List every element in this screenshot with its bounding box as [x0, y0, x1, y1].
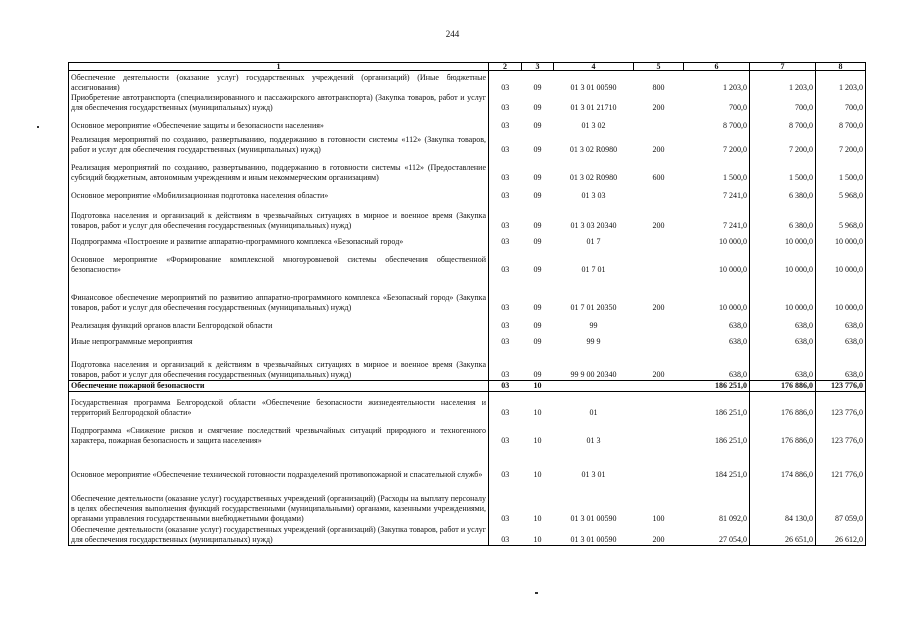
subsection-code: 09 — [533, 102, 542, 112]
subsection-code: 09 — [533, 336, 542, 346]
row-description: Реализация мероприятий по созданию, развертыванию, поддержанию в готовности системы «112» (Закупка товаров, работ и услуг для обеспечения государственных (муниципальных) нужд) — [69, 131, 489, 155]
section-code: 03 — [501, 513, 510, 523]
amount-year-1: 7 241,0 — [684, 201, 750, 231]
amount-year-1: 186 251,0 — [684, 381, 750, 392]
table-row — [69, 231, 866, 247]
section-code: 03 — [501, 172, 510, 182]
target-article-code: 01 — [589, 407, 598, 417]
amount-year-1: 638,0 — [684, 347, 750, 381]
amount-year-3: 638,0 — [816, 331, 866, 347]
amount-year-3: 5 968,0 — [816, 201, 866, 231]
page-number: 244 — [445, 29, 460, 39]
table-row — [69, 524, 866, 546]
expense-type-code: 200 — [652, 102, 665, 112]
row-description: Основное мероприятие «Мобилизационная подготовка населения области» — [69, 183, 489, 201]
amount-year-2: 1 500,0 — [750, 155, 816, 183]
subsection-code: 09 — [533, 220, 542, 230]
row-description: Обеспечение деятельности (оказание услуг) государственных учреждений (организаций) (Закупка товаров, работ и услуг для обеспечения государственных (муниципальных) нужд) — [69, 524, 489, 546]
amount-year-1: 700,0 — [684, 93, 750, 113]
target-article-code: 01 3 01 00590 — [570, 82, 617, 92]
amount-year-2: 176 886,0 — [750, 418, 816, 446]
subsection-code: 09 — [533, 144, 542, 154]
subsection-code: 10 — [522, 381, 554, 392]
scan-speck — [535, 592, 538, 594]
amount-year-3: 1 203,0 — [816, 71, 866, 93]
expense-type-code: 200 — [652, 302, 665, 312]
expense-type-code — [634, 231, 684, 247]
section-code: 03 — [501, 320, 510, 330]
target-article-code: 01 3 03 — [581, 190, 606, 200]
table-row — [69, 347, 866, 381]
expense-type-code: 100 — [652, 513, 665, 523]
column-header: 7 — [750, 63, 816, 71]
expense-type-code: 200 — [652, 144, 665, 154]
table-row — [69, 418, 866, 446]
expense-type-code — [634, 418, 684, 446]
subsection-code: 09 — [533, 82, 542, 92]
row-description: Обеспечение пожарной безопасности — [69, 381, 489, 392]
table-row — [69, 93, 866, 113]
amount-year-2: 638,0 — [750, 313, 816, 331]
amount-year-2: 10 000,0 — [750, 247, 816, 275]
amount-year-3: 87 059,0 — [816, 480, 866, 524]
table-body — [69, 71, 866, 546]
table-row — [69, 446, 866, 480]
column-number-row — [69, 63, 866, 71]
row-description: Финансовое обеспечение мероприятий по развитию аппаратно-программного комплекса «Безопасный город» (Закупка товаров, работ и услуг для обеспечения государственных (муниципальных) нужд) — [69, 275, 489, 313]
subsection-code: 10 — [533, 435, 542, 445]
amount-year-2: 1 203,0 — [750, 71, 816, 93]
amount-year-2: 638,0 — [750, 331, 816, 347]
row-description: Иные непрограммные мероприятия — [69, 331, 489, 347]
amount-year-3: 700,0 — [816, 93, 866, 113]
column-header: 2 — [489, 63, 522, 71]
amount-year-1: 10 000,0 — [684, 247, 750, 275]
amount-year-2: 6 380,0 — [750, 201, 816, 231]
amount-year-2: 176 886,0 — [750, 381, 816, 392]
target-article-code: 01 3 02 R0980 — [569, 172, 618, 182]
table-row — [69, 183, 866, 201]
amount-year-3: 7 200,0 — [816, 131, 866, 155]
amount-year-1: 638,0 — [684, 313, 750, 331]
subsection-code: 10 — [522, 524, 554, 546]
subsection-code: 10 — [533, 513, 542, 523]
section-code: 03 — [501, 302, 510, 312]
section-code: 03 — [501, 120, 510, 130]
row-description: Государственная программа Белгородской области «Обеспечение безопасности жизнедеятельности населения и территорий Белгородской области» — [69, 392, 489, 418]
table-row — [69, 331, 866, 347]
table-row — [69, 313, 866, 331]
column-header: 8 — [816, 63, 866, 71]
row-description: Подготовка населения и организаций к действиям в чрезвычайных ситуациях в мирное и военное время (Закупка товаров, работ и услуг для обеспечения государственных (муниципальных) нужд) — [69, 201, 489, 231]
amount-year-1: 1 500,0 — [684, 155, 750, 183]
table-row — [69, 392, 866, 418]
amount-year-3: 1 500,0 — [816, 155, 866, 183]
target-article-code: 01 3 01 — [581, 469, 606, 479]
target-article-code: 99 — [589, 320, 598, 330]
expense-type-code — [634, 446, 684, 480]
section-code: 03 — [501, 220, 510, 230]
expense-type-code — [634, 392, 684, 418]
amount-year-2: 10 000,0 — [750, 231, 816, 247]
amount-year-3: 8 700,0 — [816, 113, 866, 131]
amount-year-1: 1 203,0 — [684, 71, 750, 93]
amount-year-1: 81 092,0 — [684, 480, 750, 524]
row-description: Основное мероприятие «Обеспечение защиты и безопасности населения» — [69, 113, 489, 131]
expense-type-code — [634, 331, 684, 347]
amount-year-1: 27 054,0 — [684, 524, 750, 546]
row-description: Реализация мероприятий по созданию, развертыванию, поддержанию в готовности системы «112» (Предоставление субсидий бюджетным, автономным учреждениям и иным некоммерческим организациям) — [69, 155, 489, 183]
row-description: Подпрограмма «Построение и развитие аппаратно-программного комплекса «Безопасный город» — [69, 231, 489, 247]
section-code: 03 — [501, 435, 510, 445]
amount-year-2: 8 700,0 — [750, 113, 816, 131]
expense-type-code — [634, 183, 684, 201]
expense-type-code: 800 — [652, 82, 665, 92]
table-row — [69, 155, 866, 183]
expense-type-code: 600 — [652, 172, 665, 182]
amount-year-3: 10 000,0 — [816, 275, 866, 313]
subsection-code: 09 — [533, 120, 542, 130]
amount-year-2: 84 130,0 — [750, 480, 816, 524]
target-article-code: 01 3 01 00590 — [570, 513, 617, 523]
table-row — [69, 113, 866, 131]
target-article-code: 01 3 02 — [581, 120, 606, 130]
target-article-code: 01 3 02 R0980 — [569, 144, 618, 154]
expense-type-code: 200 — [652, 220, 665, 230]
budget-table — [68, 62, 866, 546]
target-article-code: 99 9 00 20340 — [570, 370, 617, 379]
expense-type-code — [634, 113, 684, 131]
amount-year-2: 6 380,0 — [750, 183, 816, 201]
amount-year-3: 5 968,0 — [816, 183, 866, 201]
target-article-code: 01 7 01 20350 — [570, 302, 617, 312]
expense-type-code — [634, 247, 684, 275]
table-row — [69, 480, 866, 524]
row-description: Обеспечение деятельности (оказание услуг) государственных учреждений (организаций) (Расходы на выплату персоналу в целях обеспечения выполнения функций государственными (муниципальными) органами, казенными учреждениями, органами управления государственными внебюджетными фондами) — [69, 480, 489, 524]
subsection-code: 09 — [533, 172, 542, 182]
section-code: 03 — [501, 336, 510, 346]
column-header: 4 — [554, 63, 634, 71]
target-article-code: 01 3 01 21710 — [570, 102, 617, 112]
subsection-code: 09 — [533, 236, 542, 246]
target-article-code — [554, 381, 634, 392]
row-description: Основное мероприятие «Обеспечение технической готовности подразделений противопожарной и спасательной служб» — [69, 446, 489, 480]
subsection-code: 10 — [533, 469, 542, 479]
amount-year-3: 10 000,0 — [816, 231, 866, 247]
row-description: Приобретение автотранспорта (специализированного и пассажирского автотранспорта) (Закупка товаров, работ и услуг для обеспечения государственных (муниципальных) нужд) — [69, 93, 489, 113]
amount-year-3: 123 776,0 — [816, 418, 866, 446]
column-header: 3 — [522, 63, 554, 71]
amount-year-3: 26 612,0 — [816, 524, 866, 546]
target-article-code: 01 3 — [586, 435, 601, 445]
section-code: 03 — [501, 469, 510, 479]
section-code: 03 — [501, 82, 510, 92]
amount-year-2: 10 000,0 — [750, 275, 816, 313]
target-article-code: 99 9 — [586, 336, 601, 346]
amount-year-1: 184 251,0 — [684, 446, 750, 480]
row-description: Подготовка населения и организаций к действиям в чрезвычайных ситуациях в мирное и военное время (Закупка товаров, работ и услуг для обеспечения государственных (муниципальных) нужд) — [69, 347, 489, 381]
section-code: 03 — [501, 236, 510, 246]
column-header: 1 — [69, 63, 489, 71]
amount-year-3: 123 776,0 — [816, 392, 866, 418]
amount-year-3: 121 776,0 — [816, 446, 866, 480]
section-code: 03 — [501, 264, 510, 274]
section-code: 03 — [501, 102, 510, 112]
amount-year-1: 10 000,0 — [684, 275, 750, 313]
row-description: Подпрограмма «Снижение рисков и смягчение последствий чрезвычайных ситуаций природного и техногенного характера, пожарная безопасность и защита населения» — [69, 418, 489, 446]
expense-type-code: 200 — [634, 524, 684, 546]
target-article-code: 01 3 01 00590 — [554, 524, 634, 546]
expense-type-code: 200 — [652, 370, 665, 379]
column-header: 5 — [634, 63, 684, 71]
amount-year-1: 8 700,0 — [684, 113, 750, 131]
subsection-code: 09 — [533, 320, 542, 330]
expense-type-code — [634, 313, 684, 331]
row-description: Основное мероприятие «Формирование комплексной многоуровневой системы обеспечения общественной безопасности» — [69, 247, 489, 275]
row-description: Обеспечение деятельности (оказание услуг) государственных учреждений (организаций) (Иные бюджетные ассигнования) — [69, 71, 489, 93]
amount-year-2: 700,0 — [750, 93, 816, 113]
amount-year-1: 10 000,0 — [684, 231, 750, 247]
section-code: 03 — [501, 144, 510, 154]
amount-year-1: 7 200,0 — [684, 131, 750, 155]
target-article-code: 01 7 — [586, 236, 601, 246]
amount-year-2: 638,0 — [750, 347, 816, 381]
table-row — [69, 201, 866, 231]
amount-year-3: 638,0 — [816, 347, 866, 381]
table-row — [69, 381, 866, 392]
amount-year-2: 174 886,0 — [750, 446, 816, 480]
target-article-code: 01 3 03 20340 — [570, 220, 617, 230]
amount-year-3: 123 776,0 — [816, 381, 866, 392]
amount-year-1: 638,0 — [684, 331, 750, 347]
scan-speck — [37, 126, 39, 128]
table-row — [69, 275, 866, 313]
amount-year-1: 186 251,0 — [684, 418, 750, 446]
column-header: 6 — [684, 63, 750, 71]
section-code: 03 — [501, 407, 510, 417]
table-row — [69, 247, 866, 275]
section-code: 03 — [489, 381, 522, 392]
table-row — [69, 71, 866, 93]
table-row — [69, 131, 866, 155]
row-description: Реализация функций органов власти Белгородской области — [69, 313, 489, 331]
amount-year-3: 10 000,0 — [816, 247, 866, 275]
section-code: 03 — [501, 190, 510, 200]
subsection-code: 09 — [533, 190, 542, 200]
amount-year-2: 7 200,0 — [750, 131, 816, 155]
section-code: 03 — [501, 370, 510, 379]
expense-type-code — [634, 381, 684, 392]
amount-year-3: 638,0 — [816, 313, 866, 331]
amount-year-1: 186 251,0 — [684, 392, 750, 418]
amount-year-2: 176 886,0 — [750, 392, 816, 418]
section-code: 03 — [489, 524, 522, 546]
amount-year-2: 26 651,0 — [750, 524, 816, 546]
subsection-code: 09 — [533, 264, 542, 274]
subsection-code: 09 — [533, 370, 542, 379]
target-article-code: 01 7 01 — [581, 264, 606, 274]
subsection-code: 10 — [533, 407, 542, 417]
subsection-code: 09 — [533, 302, 542, 312]
amount-year-1: 7 241,0 — [684, 183, 750, 201]
